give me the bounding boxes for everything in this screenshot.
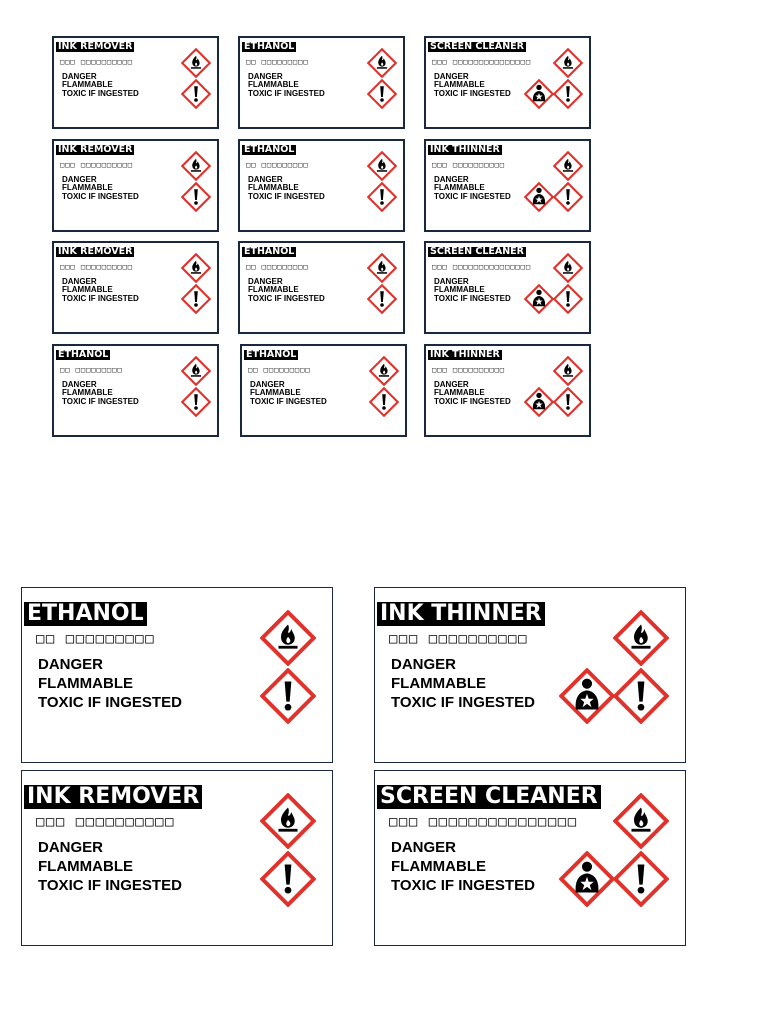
translated-product-name: □□□ □□□□□□□□□□□□□□□ [389, 814, 578, 830]
product-name: ETHANOL [244, 246, 295, 257]
exclamation-pictogram-icon [553, 387, 583, 417]
health-hazard-pictogram-icon [524, 182, 554, 212]
hazard-statement: FLAMMABLE [434, 388, 485, 398]
hazard-statement: TOXIC IF INGESTED [434, 88, 511, 98]
flame-pictogram-icon [181, 253, 211, 283]
large-hazard-label [374, 587, 686, 763]
health-hazard-pictogram-icon [559, 668, 615, 724]
flame-pictogram-icon [553, 151, 583, 181]
hazard-statements [62, 278, 139, 303]
flame-pictogram-icon [367, 151, 397, 181]
hazard-statement: TOXIC IF INGESTED [38, 693, 182, 711]
hazard-statement: DANGER [248, 175, 283, 184]
exclamation-pictogram-icon [181, 387, 211, 417]
hazard-label [238, 36, 405, 129]
exclamation-pictogram-icon [260, 851, 316, 907]
product-name: INK REMOVER [58, 41, 133, 52]
product-name: INK REMOVER [58, 144, 133, 155]
hazard-statement: FLAMMABLE [391, 674, 486, 692]
product-name: SCREEN CLEANER [430, 246, 524, 257]
product-name: INK REMOVER [24, 785, 202, 809]
hazard-statement: FLAMMABLE [248, 80, 299, 90]
hazard-statement: TOXIC IF INGESTED [248, 293, 325, 303]
hazard-statements [391, 656, 535, 712]
product-name: INK REMOVER [58, 246, 133, 257]
hazard-label [238, 241, 405, 334]
translated-product-name: □□ □□□□□□□□□ [246, 58, 309, 66]
translated-product-name: □□□ □□□□□□□□□□□□□□□ [432, 58, 532, 66]
exclamation-pictogram-icon [613, 668, 669, 724]
hazard-statement: DANGER [62, 380, 97, 389]
hazard-statement: DANGER [434, 72, 469, 81]
hazard-label [424, 139, 591, 232]
exclamation-pictogram-icon [260, 668, 316, 724]
exclamation-pictogram-icon [613, 851, 669, 907]
hazard-statement: TOXIC IF INGESTED [434, 191, 511, 201]
hazard-label [52, 344, 219, 437]
exclamation-pictogram-icon [553, 79, 583, 109]
large-hazard-label [21, 587, 333, 763]
hazard-label [52, 139, 219, 232]
health-hazard-pictogram-icon [524, 79, 554, 109]
hazard-statement: FLAMMABLE [391, 857, 486, 875]
exclamation-pictogram-icon [367, 182, 397, 212]
translated-product-name: □□□ □□□□□□□□□□ [36, 814, 176, 830]
translated-product-name: □□ □□□□□□□□□ [36, 631, 156, 647]
hazard-statements [62, 73, 139, 98]
hazard-statement: DANGER [391, 656, 457, 673]
exclamation-pictogram-icon [181, 79, 211, 109]
flame-pictogram-icon [553, 253, 583, 283]
hazard-statement: FLAMMABLE [248, 183, 299, 193]
health-hazard-pictogram-icon [524, 387, 554, 417]
flame-pictogram-icon [181, 151, 211, 181]
hazard-statements [391, 839, 535, 895]
hazard-statement: DANGER [434, 175, 469, 184]
flame-pictogram-icon [613, 610, 669, 666]
hazard-statement: FLAMMABLE [62, 80, 113, 90]
product-name: ETHANOL [244, 41, 295, 52]
exclamation-pictogram-icon [369, 387, 399, 417]
hazard-statement: FLAMMABLE [250, 388, 301, 398]
hazard-statement: TOXIC IF INGESTED [62, 396, 139, 406]
exclamation-pictogram-icon [553, 182, 583, 212]
hazard-statement: TOXIC IF INGESTED [434, 396, 511, 406]
flame-pictogram-icon [367, 253, 397, 283]
hazard-label [238, 139, 405, 232]
hazard-statements [434, 176, 511, 201]
translated-product-name: □□ □□□□□□□□□ [246, 161, 309, 169]
hazard-statement: DANGER [38, 656, 104, 673]
hazard-statement: DANGER [248, 72, 283, 81]
hazard-statement: TOXIC IF INGESTED [62, 191, 139, 201]
hazard-statement: FLAMMABLE [248, 285, 299, 295]
hazard-label [424, 344, 591, 437]
hazard-statement: TOXIC IF INGESTED [391, 693, 535, 711]
hazard-statement: DANGER [434, 277, 469, 286]
hazard-label [424, 241, 591, 334]
translated-product-name: □□□ □□□□□□□□□□ [389, 631, 529, 647]
hazard-statements [38, 839, 182, 895]
hazard-statements [248, 278, 325, 303]
hazard-label [52, 36, 219, 129]
health-hazard-pictogram-icon [559, 851, 615, 907]
translated-product-name: □□ □□□□□□□□□ [60, 366, 123, 374]
product-name: INK THINNER [430, 349, 500, 360]
hazard-statements [250, 381, 327, 406]
hazard-statement: TOXIC IF INGESTED [391, 876, 535, 894]
exclamation-pictogram-icon [553, 284, 583, 314]
product-name: ETHANOL [24, 602, 147, 626]
flame-pictogram-icon [260, 610, 316, 666]
hazard-statements [62, 176, 139, 201]
hazard-statement: TOXIC IF INGESTED [38, 876, 182, 894]
hazard-statement: FLAMMABLE [62, 183, 113, 193]
hazard-statements [38, 656, 182, 712]
hazard-statement: FLAMMABLE [434, 183, 485, 193]
hazard-statement: TOXIC IF INGESTED [62, 88, 139, 98]
hazard-statement: FLAMMABLE [62, 285, 113, 295]
hazard-statements [248, 176, 325, 201]
product-name: INK THINNER [430, 144, 500, 155]
hazard-statement: DANGER [250, 380, 285, 389]
hazard-statements [62, 381, 139, 406]
hazard-statements [434, 278, 511, 303]
flame-pictogram-icon [181, 356, 211, 386]
flame-pictogram-icon [260, 793, 316, 849]
hazard-statement: DANGER [248, 277, 283, 286]
hazard-statement: TOXIC IF INGESTED [62, 293, 139, 303]
large-hazard-label [21, 770, 333, 946]
flame-pictogram-icon [613, 793, 669, 849]
product-name: ETHANOL [58, 349, 109, 360]
flame-pictogram-icon [367, 48, 397, 78]
hazard-statement: FLAMMABLE [38, 674, 133, 692]
hazard-statement: TOXIC IF INGESTED [434, 293, 511, 303]
health-hazard-pictogram-icon [524, 284, 554, 314]
hazard-statement: DANGER [62, 277, 97, 286]
hazard-statements [434, 73, 511, 98]
hazard-statement: TOXIC IF INGESTED [248, 191, 325, 201]
translated-product-name: □□ □□□□□□□□□ [248, 366, 311, 374]
translated-product-name: □□□ □□□□□□□□□□ [60, 58, 134, 66]
exclamation-pictogram-icon [367, 284, 397, 314]
translated-product-name: □□□ □□□□□□□□□□ [432, 366, 506, 374]
hazard-statement: FLAMMABLE [62, 388, 113, 398]
translated-product-name: □□□ □□□□□□□□□□ [432, 161, 506, 169]
flame-pictogram-icon [553, 48, 583, 78]
exclamation-pictogram-icon [181, 182, 211, 212]
product-name: ETHANOL [246, 349, 297, 360]
flame-pictogram-icon [181, 48, 211, 78]
hazard-statement: TOXIC IF INGESTED [250, 396, 327, 406]
hazard-statement: DANGER [434, 380, 469, 389]
hazard-statement: FLAMMABLE [434, 285, 485, 295]
hazard-statement: TOXIC IF INGESTED [248, 88, 325, 98]
translated-product-name: □□□ □□□□□□□□□□□□□□□ [432, 263, 532, 271]
translated-product-name: □□□ □□□□□□□□□□ [60, 161, 134, 169]
exclamation-pictogram-icon [181, 284, 211, 314]
hazard-statement: DANGER [62, 72, 97, 81]
hazard-label [52, 241, 219, 334]
product-name: SCREEN CLEANER [377, 785, 601, 809]
product-name: SCREEN CLEANER [430, 41, 524, 52]
hazard-statement: FLAMMABLE [434, 80, 485, 90]
exclamation-pictogram-icon [367, 79, 397, 109]
hazard-statement: DANGER [38, 839, 104, 856]
product-name: ETHANOL [244, 144, 295, 155]
hazard-label [240, 344, 407, 437]
hazard-statements [434, 381, 511, 406]
large-hazard-label [374, 770, 686, 946]
hazard-label [424, 36, 591, 129]
flame-pictogram-icon [369, 356, 399, 386]
flame-pictogram-icon [553, 356, 583, 386]
hazard-statement: DANGER [391, 839, 457, 856]
translated-product-name: □□□ □□□□□□□□□□ [60, 263, 134, 271]
product-name: INK THINNER [377, 602, 545, 626]
hazard-statement: FLAMMABLE [38, 857, 133, 875]
hazard-statement: DANGER [62, 175, 97, 184]
hazard-statements [248, 73, 325, 98]
translated-product-name: □□ □□□□□□□□□ [246, 263, 309, 271]
